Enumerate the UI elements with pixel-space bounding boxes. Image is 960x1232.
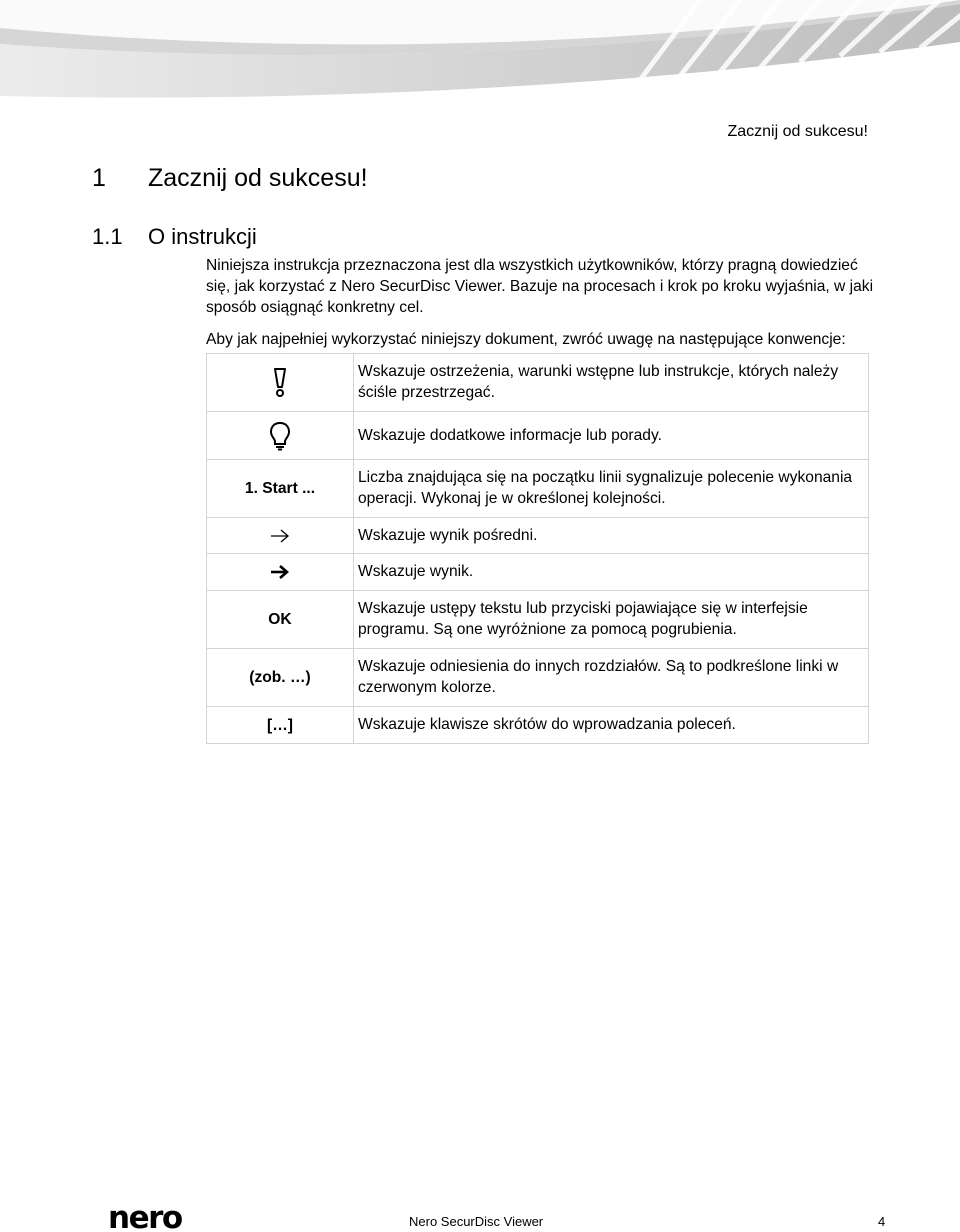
section-number: 1.1 xyxy=(92,224,123,249)
table-row xyxy=(207,518,869,554)
table-row xyxy=(207,354,869,412)
page-number: 4 xyxy=(878,1214,886,1229)
description-cell: Wskazuje wynik. xyxy=(354,554,869,591)
conventions-table xyxy=(206,353,869,744)
exclamation-icon xyxy=(273,368,287,398)
table-row xyxy=(207,591,869,649)
symbol-cell: […] xyxy=(207,707,354,744)
description-cell: Liczba znajdująca się na początku linii sygnalizuje polecenie wykonania operacji. Wykonaj je w określonej kolejności. xyxy=(354,460,869,518)
symbol-cell: 1. Start ... xyxy=(207,460,354,518)
intro-paragraph: Niniejsza instrukcja przeznaczona jest dla wszystkich użytkowników, którzy pragną dowiedzieć się, jak korzystać z Nero SecurDisc Viewer. Bazuje na procesach i krok po kroku wyjaśnia, w jaki sposób osiągnąć konkretny cel. xyxy=(206,257,874,316)
description-cell: Wskazuje wynik pośredni. xyxy=(354,518,869,554)
table-row xyxy=(207,460,869,518)
section-title: O instrukcji xyxy=(148,224,257,249)
chapter-number: 1 xyxy=(92,164,106,192)
symbol-cell: OK xyxy=(207,591,354,649)
section-heading xyxy=(92,224,257,250)
chapter-heading xyxy=(92,164,368,193)
chapter-title: Zacznij od sukcesu! xyxy=(148,164,368,192)
description-cell: Wskazuje odniesienia do innych rozdziałów. Są to podkreślone linki w czerwonym kolorze. xyxy=(354,649,869,707)
symbol-cell: (zob. …) xyxy=(207,649,354,707)
bold-arrow-icon xyxy=(270,564,290,580)
symbol-cell xyxy=(207,518,354,554)
table-row xyxy=(207,554,869,591)
header-swoosh-decoration xyxy=(0,0,960,110)
symbol-cell xyxy=(207,554,354,591)
table-row xyxy=(207,649,869,707)
description-cell: Wskazuje klawisze skrótów do wprowadzania poleceń. xyxy=(354,707,869,744)
symbol-cell xyxy=(207,412,354,460)
svg-text:nero: nero xyxy=(108,1204,182,1232)
lightbulb-icon xyxy=(269,421,291,451)
conventions-intro-paragraph: Aby jak najpełniej wykorzystać niniejszy dokument, zwróć uwagę na następujące konwencje: xyxy=(206,331,846,348)
table-row xyxy=(207,707,869,744)
thin-arrow-icon xyxy=(270,528,290,544)
description-cell: Wskazuje dodatkowe informacje lub porady. xyxy=(354,412,869,460)
nero-logo xyxy=(108,1204,212,1232)
description-cell: Wskazuje ostrzeżenia, warunki wstępne lub instrukcje, których należy ściśle przestrzegać. xyxy=(354,354,869,412)
footer-product-name: Nero SecurDisc Viewer xyxy=(409,1214,544,1229)
description-cell: Wskazuje ustępy tekstu lub przyciski pojawiające się w interfejsie programu. Są one wyróżnione za pomocą pogrubienia. xyxy=(354,591,869,649)
symbol-cell xyxy=(207,354,354,412)
table-row xyxy=(207,412,869,460)
running-header-title: Zacznij od sukcesu! xyxy=(727,123,868,140)
